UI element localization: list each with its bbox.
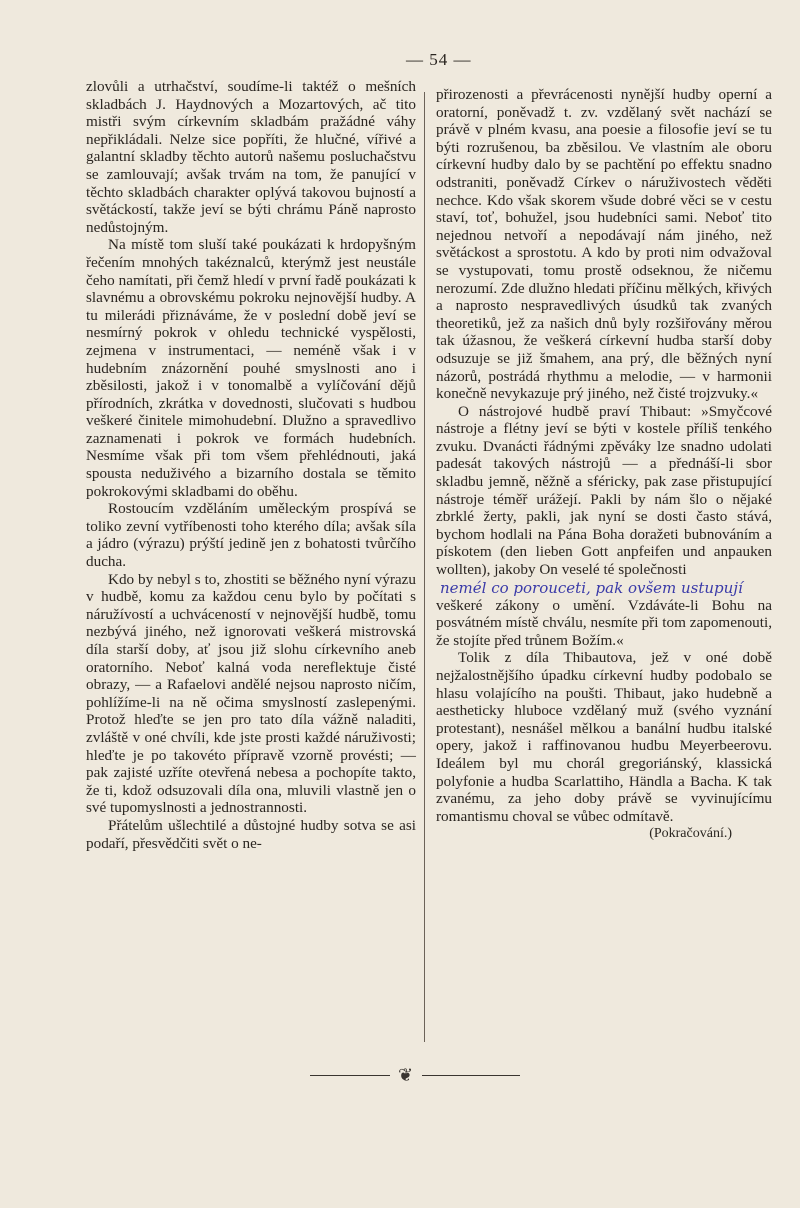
handwritten-annotation: nemél co porouceti, pak ovšem ustupují [440,578,743,597]
paragraph: přirozenosti a převrácenosti nynější hudby operní a oratorní, poněvadž t. zv. vzdělaný svět nachází se právě v plném kvasu, ana poesie a filosofie jeví se tu býti rozrušenou, ba zběsilou. Ve vlastním ale oboru církevní hudby dalo by se pachtění po effektu snadno odstraniti, poněvadž Církev o náruživostech věděti nechce. Kdo však skorem všude dobré věci se v cestu staví, toť, bohužel, jsou hudebníci sami. Neboť tito nejednou netvoří a nepodávají nám jiného, než světáckost a sprostotu. A kdo by proti nim odvažoval se vystupovati, tomu prostě odseknou, že ničemu nerozumí. Zde dlužno hledati příčinu mělkých, křivých a naprosto nespravedlivých úsudků tak zvaných theoretiků, jež za našich dnů byly rozšiřovány měrou tak úžasnou, že veškerá církevní hudba starší doby odsuzuje se již šmahem, ana prý, dle běžných nyní názorů, postrádá rhythmu a melodie, — v harmonii konečně nevykazuje prý jiného, než čisté trojzvuky.« [436,86,772,403]
paragraph: Tolik z díla Thibautova, jež v oné době nejžalostnějšího úpadku církevní hudby podobalo se hlasu volajícího na poušti. Thibaut, jako hudebně a aestheticky hluboce vzdělaný muž (svého vyznání protestant), nesnášel mělkou a banální hudbu italské opery, jakož i raffinovanou hudbu Meyerbeerovu. Ideálem byl mu chorál gregoriánský, klassická polyfonie a hudba Scarlattiho, Händla a Bacha. K tak zvanému, za jeho doby právě se vyvinujícímu romantismu choval se vůbec odmítavě. [436,649,772,825]
paragraph: O nástrojové hudbě praví Thibaut: »Smyčcové nástroje a flétny jeví se býti v kostele příliš tenkého zvuku. Dvanácti řádnými zpěváky lze snadno udolati padesát takových nástrojů — a přednáší-li sbor skladbu jemně, něžně a sféricky, pak zase přistupující nástroje téměř urážejí. Pakli by nám šlo o nějaké zbrklé žerty, pakli, jak nyní se dosti často stává, bychom hodlali na Pána Boha doražeti bubnováním a pískotem (den lieben Gott anpfeifen und anpauken wollten), jakoby On veselé té společnosti [436,402,772,579]
column-rule [424,92,425,1042]
page-number: — 54 — [406,50,472,69]
ornament-divider [310,1065,520,1086]
paragraph: Přátelům ušlechtilé a důstojné hudby sotva se asi podaří, přesvědčiti svět o ne- [86,816,416,852]
left-column [86,78,416,852]
paragraph: Kdo by nebyl s to, zhostiti se běžného nyní výrazu v hudbě, komu za každou cenu bylo by počítati s náružívostí a uchváceností v nejnovější hudbě, tomu nezbývá jiného, než ignorovati veškerá mistrovská díla starší doby, ať jsou již slohu církevního aneb oratorního. Neboť kalná voda nereflektuje čisté obrazy, — a Rafaelovi andělé nejsou naprosto ničím, pohlížíme-li na ně očima smyslností zaslepenými. Protož hleďte se jen pro tato díla vážně naladiti, zvláště v oné chvíli, kde jste prosti každé náruživosti; hleďte je po takovéto přípravě vzorně provésti; — pak zajisté uzříte otevřená nebesa a pochopíte takto, že ti, kdož odsuzovali díla ona, mluvili vlastně jen o své tupomyslnosti a jednostrannosti. [86,570,416,817]
paragraph: Rostoucím vzděláním uměleckým prospívá se toliko zevní vytříbenosti toho kterého díla; avšak síla a jádro (výrazu) prýští jedině jen z bohatosti tvůrčího ducha. [86,500,416,571]
paragraph: Na místě tom sluší také poukázati k hrdopyšným řečením mnohých takéznalců, kterýmž jest neustále čeho namítati, při čemž hledí v první řadě poukázati k slavnému a obrovskému pokroku nejnovější hudby. A tu milerádi přiznáváme, že v poslední době jeví se nesmírný pokrok v ohledu technické vyspělosti, zejmena v instrumentaci, — neméně však i v hudebním znázornění pouhé smyslnosti ano i zběsilosti, jakož i v tonomalbě a vylíčování dějů přírodních, zkrátka v dovednosti, slučovati s hudbou veškeré činitele mimohudební. Dlužno a spravedlivo zaznamenati i pokrok ve formách hudebních. Nesmíme však při tom všem přehlédnouti, jaká spousta neduživého a bizarního dostala se těmito pokrokovými skladbami do oběhu. [86,236,416,500]
paragraph: zlovůli a utrhačství, soudíme-li taktéž o mešních skladbách J. Haydnových a Mozartových, ač tito mistři svým církevním skladbám pražádné váhy nepřikládali. Nelze sice popříti, že hlučné, vířivé a galantní skladby těchto autorů našemu posluchačstvu se zamlouvají; avšak trvám na tom, že panující v těchto skladbách charakter oplývá takovou bujností a světáckostí, takže jeví se býti chrámu Páně naprosto nedůstojným. [86,78,416,236]
paragraph: veškeré zákony o umění. Vzdáváte-li Bohu na posvátném místě chválu, nesmíte při tom zapomenouti, že stojíte před trůnem Božím.« [436,596,772,649]
fleuron-icon: ❦ [398,1065,414,1086]
continued-note: (Pokračování.) [649,826,732,842]
right-column [436,86,772,843]
